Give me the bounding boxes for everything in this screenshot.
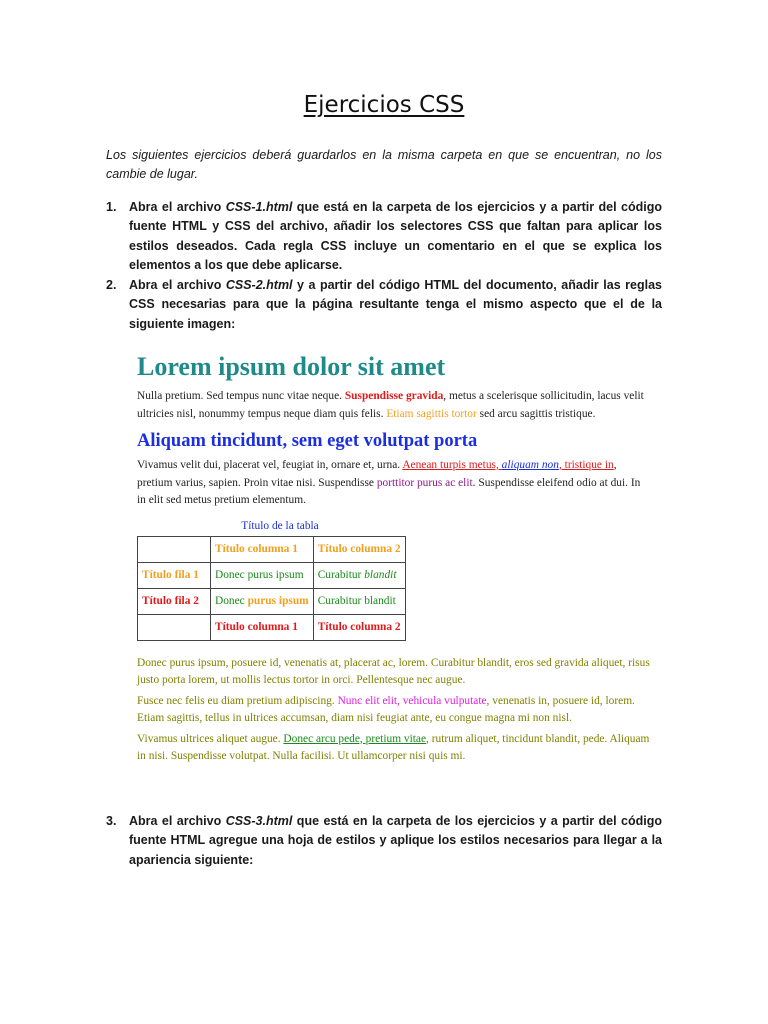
column-footer-1: Título columna 1 (211, 614, 314, 640)
table-cell: Donec purus ipsum (211, 588, 314, 614)
item-text: Abra el archivo CSS-2.html y a partir del código HTML del documento, añadir las reglas CSS necesarias para que la página resultante tenga el mismo aspecto que el de la siguiente imagen: (129, 278, 662, 331)
table-cell-empty (138, 614, 211, 640)
table-row (138, 614, 406, 640)
sample-page-image (137, 352, 651, 765)
file-name: CSS-2.html (225, 278, 293, 292)
sample-paragraph-4: Fusce nec felis eu diam pretium adipiscing. Nunc elit elit, vehicula vulputate, venenatis in, posuere id, lorem. Etiam sagittis, tellus in ultrices accumsan, diam nisi feugiat ante, eu congue magna mi non nisl. (137, 694, 635, 724)
sample-paragraph-3: Donec purus ipsum, posuere id, venenatis at, placerat ac, lorem. Curabitur blandit, eros sed gravida aliquet, risus justo porta lorem, ut mollis lectus tortor in orci. Pellentesque nec augue. (137, 656, 650, 686)
column-footer-2: Título columna 2 (313, 614, 405, 640)
file-name: CSS-3.html (225, 814, 293, 828)
exercise-item-2 (106, 276, 662, 334)
table-row (138, 562, 406, 588)
sample-table (137, 536, 406, 641)
table-cell: Donec purus ipsum (211, 562, 314, 588)
table-caption: Título de la tabla (241, 519, 319, 532)
sample-heading-2: Aliquam tincidunt, sem eget volutpat porta (137, 431, 478, 451)
item-text: Abra el archivo CSS-3.html que está en la carpeta de los ejercicios y a partir del código fuente HTML agregue una hoja de estilos y aplique los estilos necesarios para llegar a la apariencia siguiente: (129, 814, 662, 867)
item-text: Abra el archivo CSS-1.html que está en la carpeta de los ejercicios y a partir del código fuente HTML y CSS del archivo, añadir los selectores CSS que faltan para aplicar los estilos deseados. Cada regla CSS incluye un comentario en el que se explica los elementos a los que debe aplicarse. (129, 200, 662, 272)
table-cell-empty (138, 536, 211, 562)
table-row (138, 588, 406, 614)
column-header-2: Título columna 2 (313, 536, 405, 562)
sample-heading-1: Lorem ipsum dolor sit amet (137, 352, 446, 381)
page-title: Ejercicios CSS (303, 92, 465, 118)
exercise-item-3 (106, 812, 662, 870)
row-header-1: Título fila 1 (138, 562, 211, 588)
table-row (138, 536, 406, 562)
table-cell: Curabitur blandit (313, 588, 405, 614)
intro-paragraph: Los siguientes ejercicios deberá guardarlos en la misma carpeta en que se encuentran, no los cambie de lugar. (106, 148, 662, 181)
sample-paragraph-5: Vivamus ultrices aliquet augue. Donec arcu pede, pretium vitae, rutrum aliquet, tincidunt blandit, pede. Aliquam in nisi. Suspendisse volutpat. Nulla facilisi. Ut ullamcorper nisi quis mi. (137, 732, 650, 762)
sample-paragraph-1: Nulla pretium. Sed tempus nunc vitae neque. Suspendisse gravida, metus a scelerisque sollicitudin, lacus velit ultricies nisl, nonummy tempus neque diam quis felis. Etiam sagittis tortor sed arcu sagittis tristique. (137, 390, 644, 420)
column-header-1: Título columna 1 (211, 536, 314, 562)
item-number: 3. (106, 814, 117, 828)
row-header-2: Título fila 2 (138, 588, 211, 614)
item-number: 2. (106, 278, 117, 292)
exercise-item-1 (106, 198, 662, 275)
item-number: 1. (106, 200, 117, 214)
file-name: CSS-1.html (225, 200, 293, 214)
table-cell: Curabitur blandit (313, 562, 405, 588)
sample-paragraph-2: Vivamus velit dui, placerat vel, feugiat in, ornare et, urna. Aenean turpis metus, aliquam non, tristique in, pretium varius, sapien. Proin vitae nisi. Suspendisse porttitor purus ac elit. Suspendisse eleifend odio at dui. In in elit sed metus pretium elementum. (137, 459, 641, 506)
